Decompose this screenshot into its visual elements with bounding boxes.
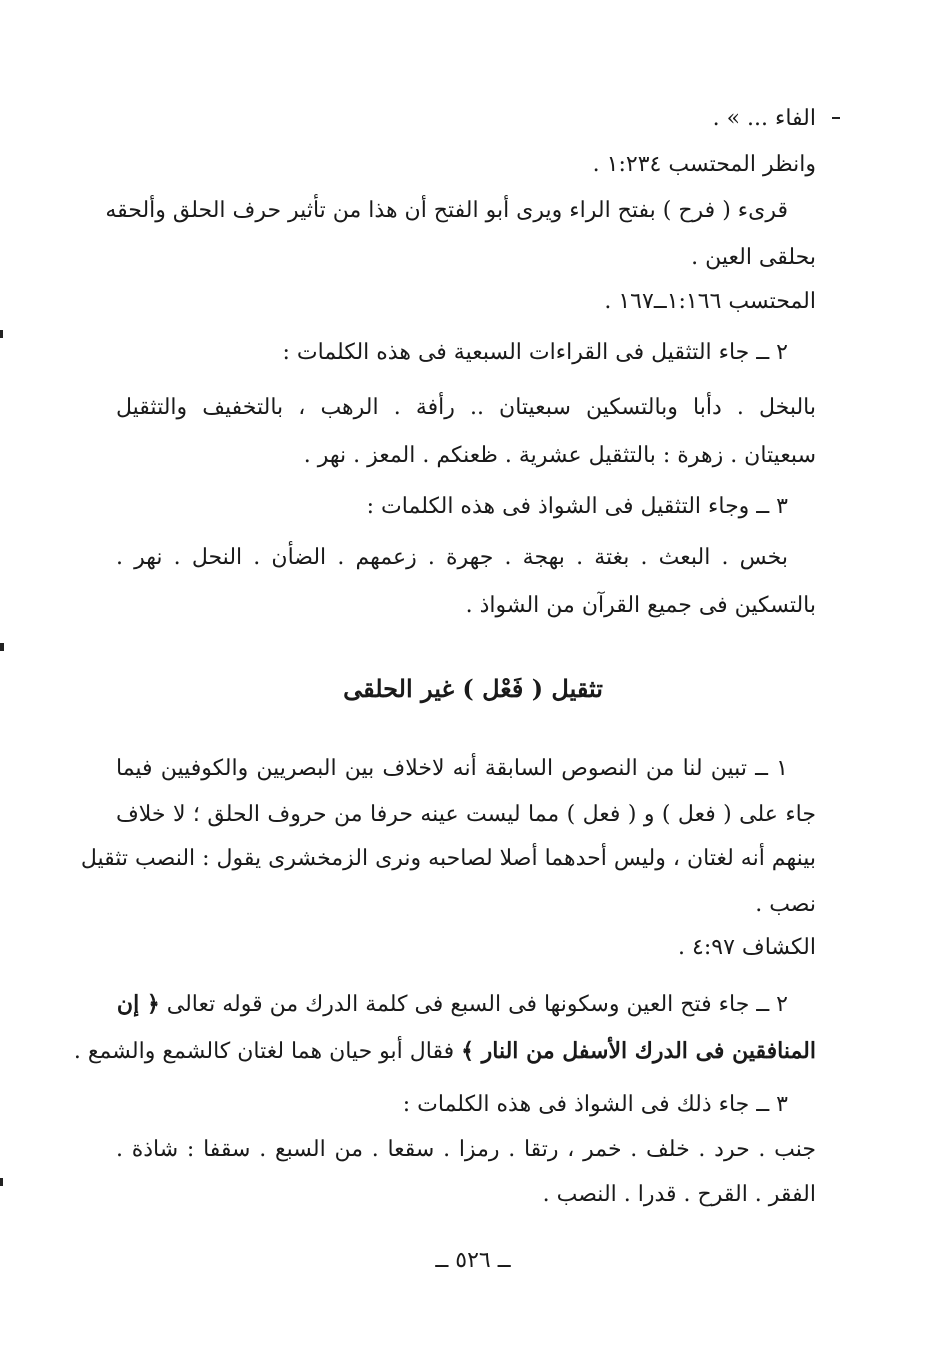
text-line: بينهم أنه لغتان ، وليس أحدهما أصلا لصاحبه ونرى الزمخشرى يقول : النصب تثقيل bbox=[80, 846, 816, 871]
text-line: جاء على ( فعل ) و ( فعل ) مما ليست عينه حرفا من حروف الحلق ؛ لا خلاف bbox=[116, 802, 816, 827]
margin-mark bbox=[0, 643, 4, 651]
text-line: ١ ــ تبين لنا من النصوص السابقة أنه لاخلاف بين البصريين والكوفيين فيما bbox=[116, 756, 788, 781]
citation-line: الكشاف ٤:٩٧ . bbox=[678, 935, 816, 960]
text-run: فقال أبو حيان هما لغتان كالشمع والشمع . bbox=[73, 1039, 462, 1064]
page-number: ــ ٥٢٦ ــ bbox=[435, 1248, 511, 1273]
text-line: بالتسكين فى جميع القرآن من الشواذ . bbox=[465, 593, 816, 618]
text-line: بخس . البعث . بغتة . بهجة . جهرة . زعمهم . الضأن . النحل . نهر . bbox=[116, 545, 788, 570]
margin-mark bbox=[0, 330, 3, 338]
text-line: جنب . حرد . خلف . خمر ، رتقا . رمزا . سقعا . من السبع . سقفا : شاذة . bbox=[116, 1137, 816, 1162]
text-line: الفاء ... » . bbox=[712, 106, 816, 131]
citation-line: المحتسب ١:١٦٦ــ١٦٧ . bbox=[604, 289, 816, 314]
margin-mark bbox=[832, 117, 840, 119]
text-line: ٢ ــ جاء التثقيل فى القراءات السبعية فى هذه الكلمات : bbox=[282, 340, 788, 365]
text-line: بحلقى العين . bbox=[691, 245, 816, 270]
text-line: ٣ ــ جاء ذلك فى الشواذ فى هذه الكلمات : bbox=[402, 1092, 788, 1117]
section-heading: تثقيل ( فَعْل ) غير الحلقى bbox=[343, 674, 603, 703]
text-line: وانظر المحتسب ١:٢٣٤ . bbox=[592, 152, 816, 177]
text-run: ٢ ــ جاء فتح العين وسكونها فى السبع فى كلمة الدرك من قوله تعالى bbox=[159, 992, 788, 1017]
text-line: نصب . bbox=[755, 892, 816, 917]
text-line bbox=[116, 989, 788, 1020]
quran-quote: المنافقين فى الدرك الأسفل من النار ﴾ bbox=[461, 1038, 816, 1064]
text-line: بالبخل . دأبا وبالتسكين سبعيتان .. رأفة . الرهب ، بالتخفيف والتثقيل bbox=[116, 395, 816, 420]
quran-quote: ﴿ إن bbox=[116, 991, 160, 1017]
text-line bbox=[73, 1036, 816, 1067]
text-line: قرىء ( فرح ) بفتح الراء ويرى أبو الفتح أن هذا من تأثير حرف الحلق وألحقه bbox=[105, 198, 788, 223]
text-line: سبعيتان . زهرة : بالتثقيل عشرية . ظعنكم . المعز . نهر . bbox=[303, 443, 816, 468]
text-line: الفقر . القرح . قدرا . النصب . bbox=[542, 1182, 816, 1207]
margin-mark bbox=[0, 1178, 3, 1186]
text-line: ٣ ــ وجاء التثقيل فى الشواذ فى هذه الكلمات : bbox=[366, 494, 788, 519]
